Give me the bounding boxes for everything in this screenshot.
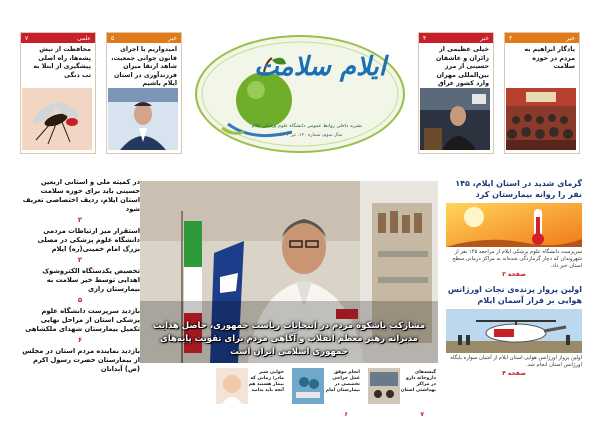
right-news-column xyxy=(446,178,582,422)
official-speech-photo xyxy=(422,88,490,150)
thumb-pharmacy[interactable] xyxy=(366,366,438,424)
card-headline: خیلی عظیمی از زائران و عاشقان حسینی از مرز بین‌المللی مهران وارد کشور عراق xyxy=(435,46,489,87)
pharmacy-photo xyxy=(368,368,400,404)
card-headline: امیدواریم با اجرای قانون جوانی جمعیت، شاهد ارتقا میزان فرزندآوری در استان ایلام باشیم xyxy=(111,46,177,87)
baby-photo xyxy=(216,368,248,404)
surgery-photo xyxy=(292,368,324,404)
thumb-breastfeeding[interactable] xyxy=(214,366,286,424)
story-body: اولین پرواز اورژانس هوایی استان ایلام از آشیان سواره پایگاه اورژانس استان انجام شد. xyxy=(450,355,582,368)
story-headline: اولین پرواز پرنده‌ی نجات اورژانس هوایی بر فراز آسمان ایلام xyxy=(447,285,582,305)
news-card-population[interactable] xyxy=(106,32,182,154)
story-body: سرپرست دانشگاه علوم پزشکی ایلام از مراجعه ۱۴۵ نفر از شهروندان که دچار گرمازدگی شده‌اند به مراکز درمانی سطح استان خبر داد. xyxy=(452,249,582,269)
card-number: ۴ xyxy=(423,34,427,42)
news-card-pilgrims[interactable] xyxy=(418,32,494,154)
thumb-caption: انجام موفق عمل جراحی تخصصی در بیمارستان امام xyxy=(325,370,360,393)
card-category: علمی xyxy=(76,34,91,42)
helicopter-photo xyxy=(446,309,582,353)
story-page-ref: صفحه ۴ xyxy=(502,370,526,377)
card-category-bar xyxy=(21,33,95,43)
meeting-hall-photo xyxy=(508,88,576,150)
left-news-text: در کمیته ملی و استانی اربعین حسینی باید برای حوزه سلامت استان ایلام، ردیف اختصاصی تعریف شود xyxy=(22,178,140,213)
logo-subtitle: نشریه داخلی روابط عمومی دانشگاه علوم پزشکی ایلام xyxy=(251,124,363,129)
card-category: خبر xyxy=(168,34,177,42)
left-news-column xyxy=(20,178,140,418)
card-category-bar xyxy=(107,33,181,43)
story-air-ambulance[interactable] xyxy=(446,284,582,377)
card-headline: یادگار ابراهیم به مردم در حوزه سلامت xyxy=(524,46,575,70)
ilam-salamat-logo xyxy=(192,32,408,154)
logo-title: ایلام سلامت xyxy=(254,52,386,82)
card-number: ۳ xyxy=(509,34,513,42)
thumb-page: ۶ xyxy=(344,411,348,418)
thumb-page: ۷ xyxy=(420,411,424,418)
official-portrait-photo xyxy=(110,88,178,150)
main-headline: مشارکت باشکوه مردم در انتخابات ریاست جمهوری، حاصل هدایت مدبرانه رهبر معظم انقلاب و آگاهی مردم برای تقویت پایه‌های جمهوری اسلامی ایران است xyxy=(152,321,426,357)
card-number: ۵ xyxy=(111,34,115,42)
bottom-thumbnails xyxy=(140,366,438,424)
left-news-item[interactable] xyxy=(20,267,140,305)
left-news-item[interactable] xyxy=(20,347,140,374)
card-category: خبر xyxy=(566,34,575,42)
thumb-caption: خوابی شیر مادر؛ زمانی که بیمار هستید هم آنچه باید بدانید xyxy=(248,370,284,393)
card-category-bar xyxy=(505,33,579,43)
left-news-item[interactable] xyxy=(20,307,140,345)
thumb-caption: گیشه‌های داروخانه دارو در مراکز بهداشتی استان xyxy=(400,370,436,393)
masthead xyxy=(20,32,580,154)
left-news-item[interactable] xyxy=(20,178,140,225)
page-number: ۲ xyxy=(77,256,83,264)
page-number: ۵ xyxy=(77,296,83,304)
mosquito-photo xyxy=(24,88,92,150)
heatwave-photo xyxy=(446,203,582,247)
story-heatwave[interactable] xyxy=(446,178,582,278)
left-news-text: بازدید سرپرست دانشگاه علوم پزشکی استان از مراحل نهایی تکمیل بیمارستان شهدای ملکشاهی xyxy=(25,307,140,333)
card-number: ۷ xyxy=(25,34,29,42)
main-story[interactable] xyxy=(140,181,438,363)
page-number: ۲ xyxy=(77,216,83,224)
logo-issue: سال سوم، شماره ۱۴۰، تیر ۱۴۰۳ xyxy=(279,133,343,138)
card-category-bar xyxy=(419,33,493,43)
thumb-surgery[interactable] xyxy=(290,366,362,424)
left-news-text: بازدید نماینده مردم استان در مجلس از بیمارستان حضرت رسول اکرم (ص) آبدانان xyxy=(22,347,140,373)
left-news-item[interactable] xyxy=(20,227,140,265)
page-number: ۶ xyxy=(77,336,83,344)
story-headline: گرمای شدید در استان ایلام، ۱۴۵ نفر را روانه بیمارستان کرد xyxy=(455,179,582,199)
card-headline: محافظت از نیش پشه‌ها، راه اصلی پیشگیری از ابتلا به تب دنگی xyxy=(33,46,91,79)
card-category: خبر xyxy=(480,34,489,42)
left-news-text: تخصیص یکدستگاه الکتروشوک اهدایی توسط خیر سلامت به بیمارستان رازی xyxy=(42,267,140,293)
story-page-ref: صفحه ۳ xyxy=(502,271,526,278)
news-card-dengue[interactable] xyxy=(20,32,96,154)
news-card-health-legacy[interactable] xyxy=(504,32,580,154)
left-news-text: استقرار میز ارتباطات مردمی دانشگاه علوم پزشکی در مصلی بزرگ امام خمینی(ره) ایلام xyxy=(37,227,140,253)
